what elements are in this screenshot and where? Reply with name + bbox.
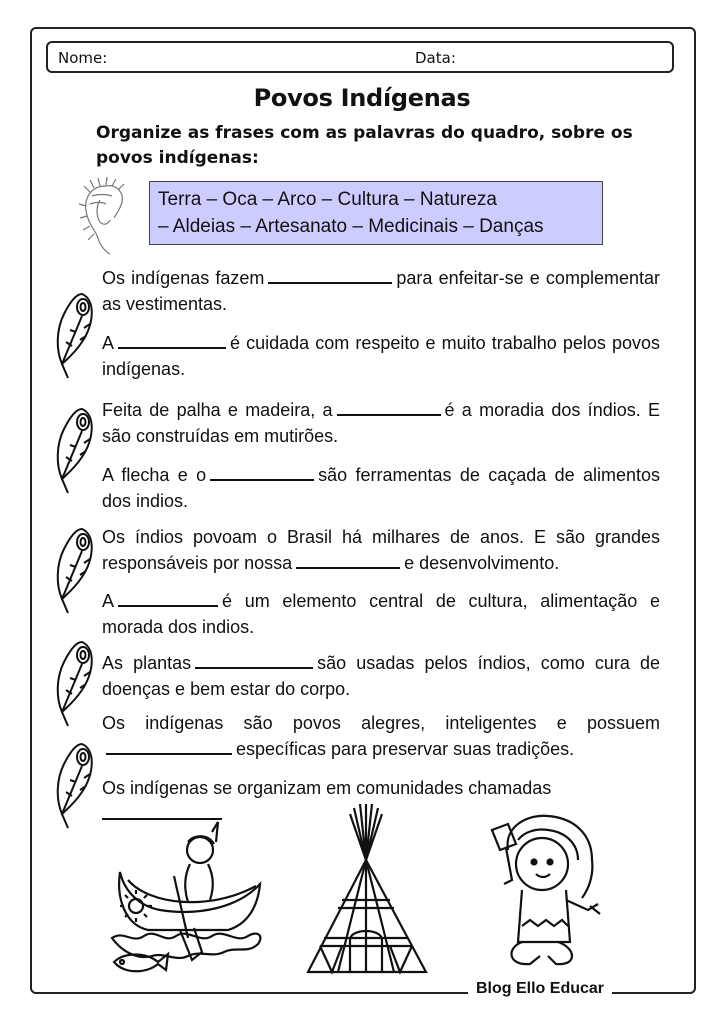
answer-blank[interactable] xyxy=(210,463,314,481)
sentence-7: As plantas são usadas pelos índios, como cura de doenças e bem estar do corpo. xyxy=(102,653,661,699)
feather-icon xyxy=(52,290,98,380)
feather-icon xyxy=(52,405,98,495)
answer-blank[interactable] xyxy=(106,737,232,755)
sentence-1: Os indígenas fazem para enfeitar-se e complementar as vestimentas. xyxy=(102,268,660,314)
answer-blank[interactable] xyxy=(268,266,392,284)
sentence-2: A é cuidada com respeito e muito trabalho pelos povos indígenas. xyxy=(102,333,660,379)
word-bank-box xyxy=(149,181,603,245)
answer-blank[interactable] xyxy=(102,802,222,820)
answer-blank[interactable] xyxy=(118,331,226,349)
sentence-8: Os indígenas são povos alegres, inteligentes e possuemespecíficas para preservar suas tradições. xyxy=(102,713,660,759)
child-in-canoe-illustration xyxy=(108,820,268,980)
feather-icon xyxy=(52,740,98,830)
feather-icon xyxy=(52,525,98,615)
chief-headdress-icon xyxy=(76,176,136,256)
date-label: Data: xyxy=(415,49,456,67)
sentence-9: Os indígenas se organizam em comunidades chamadas xyxy=(102,775,660,827)
answer-blank[interactable] xyxy=(296,551,400,569)
sentence-3: Feita de palha e madeira, a é a moradia dos índios. E são construídas em mutirões. xyxy=(102,400,660,446)
header-bar xyxy=(46,41,674,73)
teepee-illustration xyxy=(302,800,432,985)
answer-blank[interactable] xyxy=(118,589,218,607)
sentence-4: A flecha e o são ferramentas de caçada de alimentos dos indios. xyxy=(102,465,661,511)
name-label: Nome: xyxy=(58,49,108,67)
footer-credit: Blog Ello Educar xyxy=(468,980,612,998)
word-bank-line-1: Terra – Oca – Arco – Cultura – Natureza xyxy=(158,189,497,210)
answer-blank[interactable] xyxy=(195,651,313,669)
child-with-headdress-illustration xyxy=(478,810,618,985)
page-title: Povos Indígenas xyxy=(253,84,471,112)
sentence-6: A é um elemento central de cultura, alimentação e morada dos indios. xyxy=(102,591,660,637)
feather-icon xyxy=(52,638,98,728)
word-bank-line-2: – Aldeias – Artesanato – Medicinais – Danças xyxy=(158,216,544,237)
instructions: Organize as frases com as palavras do quadro, sobre os povos indígenas: xyxy=(96,123,633,168)
answer-blank[interactable] xyxy=(337,398,441,416)
sentence-5: Os índios povoam o Brasil há milhares de anos. E são grandes responsáveis por nossa e desenvolvimento. xyxy=(102,527,660,573)
